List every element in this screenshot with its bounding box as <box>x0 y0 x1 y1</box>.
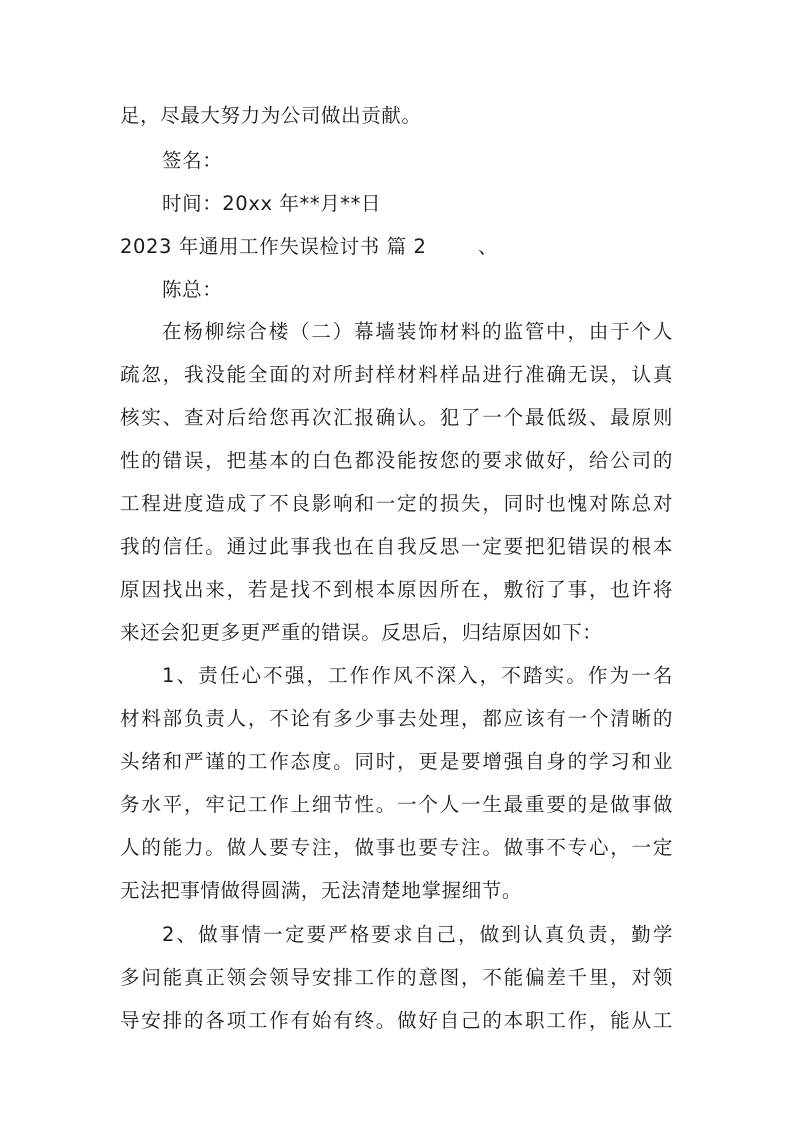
paragraph-line: 来还会犯更多更严重的错误。反思后，归结原因如下： <box>120 621 603 644</box>
paragraph-line: 工程进度造成了不良影响和一定的损失，同时也愧对陈总对 <box>120 492 673 515</box>
stray-mark: 、 <box>478 235 499 258</box>
paragraph-line: 在杨柳综合楼（二）幕墙装饰材料的监管中，由于个人 <box>162 320 673 343</box>
date-line: 时间：20xx 年**月**日 <box>162 192 382 215</box>
signature-label: 签名： <box>162 149 223 172</box>
paragraph-line: 性的错误，把基本的白色都没能按您的要求做好，给公司的 <box>120 449 673 472</box>
paragraph-line: 头绪和严谨的工作态度。同时，更是要增强自身的学习和业 <box>120 750 673 773</box>
paragraph-line: 疏忽，我没能全面的对所封样材料样品进行准确无误，认真 <box>120 363 673 386</box>
paragraph-line: 导安排的各项工作有始有终。做好自己的本职工作，能从工 <box>120 1009 673 1032</box>
paragraph-line: 2、做事情一定要严格要求自己，做到认真负责，勤学 <box>162 923 673 946</box>
paragraph-line: 我的信任。通过此事我也在自我反思一定要把犯错误的根本 <box>120 535 673 558</box>
paragraph-line: 无法把事情做得圆满，无法清楚地掌握细节。 <box>120 879 523 902</box>
text-line: 足，尽最大努力为公司做出贡献。 <box>120 104 422 127</box>
paragraph-line: 1、责任心不强，工作作风不深入，不踏实。作为一名 <box>162 664 673 687</box>
paragraph-line: 人的能力。做人要专注，做事也要专注。做事不专心，一定 <box>120 836 673 859</box>
salutation: 陈总： <box>162 278 223 301</box>
paragraph-line: 核实、查对后给您再次汇报确认。犯了一个最低级、最原则 <box>120 406 673 429</box>
section-heading: 2023 年通用工作失误检讨书 篇 2 <box>120 235 427 258</box>
paragraph-line: 原因找出来，若是找不到根本原因所在，敷衍了事，也许将 <box>120 578 673 601</box>
paragraph-line: 务水平，牢记工作上细节性。一个人一生最重要的是做事做 <box>120 793 673 816</box>
paragraph-line: 多问能真正领会领导安排工作的意图，不能偏差千里，对领 <box>120 966 673 989</box>
paragraph-line: 材料部负责人，不论有多少事去处理，都应该有一个清晰的 <box>120 707 673 730</box>
